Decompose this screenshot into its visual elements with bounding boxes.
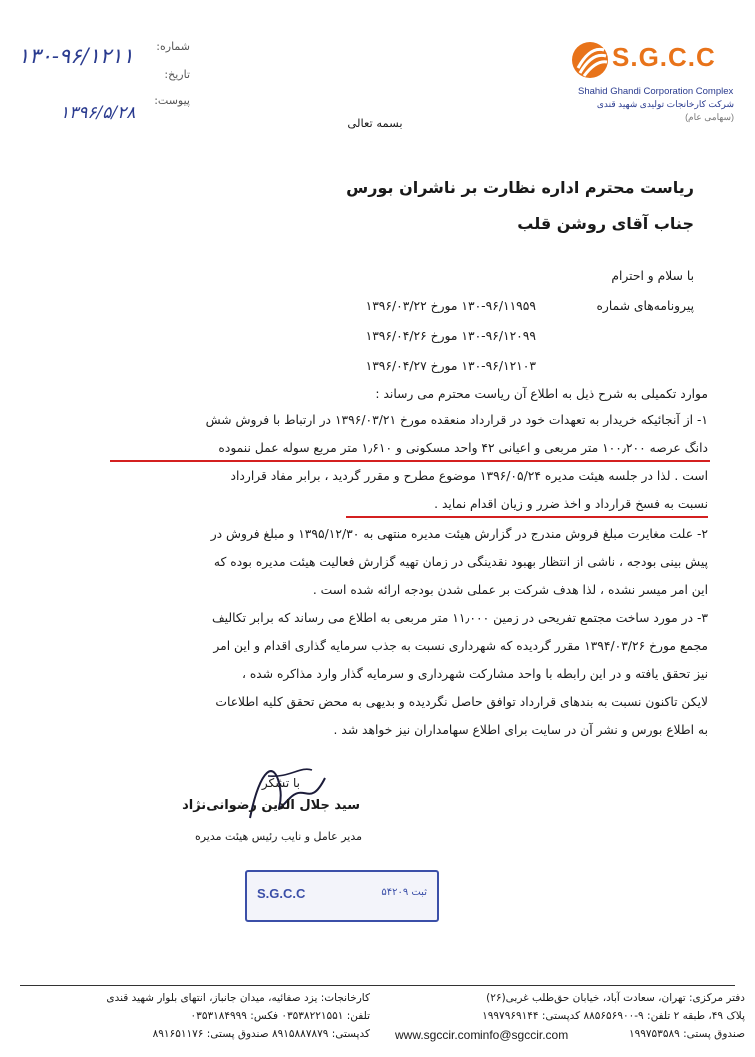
paragraph-1-line-4: نسبت به فسخ قرارداد و اخذ ضرر و زیان اقدام نماید .: [434, 497, 708, 511]
number-label: شماره:: [156, 40, 190, 53]
paragraph-1-line-3: است . لذا در جلسه هیئت مدیره ۱۳۹۶/۰۵/۲۴ موضوع مطرح و مقرر گردید ، برابر مفاد قرارداد: [230, 469, 708, 483]
underline-mark: [346, 516, 708, 518]
footer-email-link[interactable]: info@sgccir.com: [480, 1028, 569, 1042]
intro-line: موارد تکمیلی به شرح ذیل به اطلاع آن ریاست محترم می رساند :: [375, 387, 708, 401]
paragraph-2-line-3: این امر میسر نشده ، لذا هدف شرکت بر عملی شدن بودجه ارائه شده است .: [312, 583, 708, 597]
stamp-logo-text: S.G.C.C: [257, 886, 306, 901]
paragraph-2-line-1: ۲- علت مغایرت مبلغ فروش مندرج در گزارش هیئت مدیره منتهی به ۱۳۹۵/۱۲/۳۰ و مبلغ فروش در: [210, 527, 708, 541]
paragraph-3-line-5: به اطلاع بورس و نشر آن در سایت برای اطلاع سهامداران نیز خواهد شد .: [333, 723, 708, 737]
attachment-label: پیوست:: [154, 94, 190, 107]
paragraph-3-line-4: لایکن تاکنون نسبت به بندهای قرارداد توافق حاصل نگردیده و بدیهی به محض تحقق کلیه اطلاعات: [215, 695, 708, 709]
handwritten-number: ۱۳۰-۹۶/۱۲۱۱: [18, 44, 134, 68]
recipient-line-1: ریاست محترم اداره نظارت بر ناشران بورس: [346, 178, 694, 197]
logo-persian-name: شرکت کارخانجات تولیدی شهید قندی: [596, 99, 734, 109]
paragraph-1-line-1: ۱- از آنجائیکه خریدار به تعهدات خود در قرارداد منعقده مورخ ۱۳۹۶/۰۳/۲۱ در ارتباط با فروش شش: [205, 413, 708, 427]
handwritten-date: ۱۳۹۶/۵/۲۸: [60, 103, 136, 123]
footer-factory-phone: تلفن: ۰۳۵۳۸۲۲۱۵۵۱ فکس: ۰۳۵۳۱۸۴۹۹۹: [190, 1010, 370, 1022]
reference-2: ۱۳۰-۹۶/۱۲۰۹۹ مورخ ۱۳۹۶/۰۴/۲۶: [365, 329, 536, 343]
paragraph-1-line-2: دانگ عرصه ۱۰۰٫۲۰۰ متر مربعی و اعیانی ۴۲ واحد مسکونی و ۱٫۶۱۰ متر مربع سوله عمل ننموده: [218, 441, 708, 455]
paragraph-3-line-1: ۳- در مورد ساخت مجتمع تفریحی در زمین ۱۱٫۰۰۰ متر مربعی به اطلاع می رساند که برابر تکالیف: [211, 611, 708, 625]
reference-3: ۱۳۰-۹۶/۱۲۱۰۳ مورخ ۱۳۹۶/۰۴/۲۷: [365, 359, 536, 373]
reference-1: ۱۳۰-۹۶/۱۱۹۵۹ مورخ ۱۳۹۶/۰۳/۲۲: [365, 299, 536, 313]
footer-hq-contact: پلاک ۴۹، طبقه ۲ تلفن: ۹-۸۸۵۶۵۶۹۰۰ کدپستی: ۱۹۹۷۹۶۹۱۴۴: [482, 1010, 745, 1022]
footer-website-link[interactable]: www.sgccir.com: [395, 1028, 481, 1042]
handwritten-signature: [230, 748, 340, 838]
greeting: با سلام و احترام: [611, 269, 694, 283]
date-label: تاریخ:: [164, 68, 190, 81]
company-stamp: [245, 870, 439, 922]
footer-factory-address: کارخانجات: یزد صفائیه، میدان جانباز، انتهای بلوار شهید قندی: [106, 992, 370, 1004]
sgcc-logo-icon: [570, 40, 610, 80]
footer-factory-postal: کدپستی: ۸۹۱۵۸۸۷۸۷۹ صندوق پستی: ۸۹۱۶۵۱۱۷۶: [152, 1028, 370, 1040]
paragraph-3-line-3: نیز تحقق یافته و در این رابطه با واحد مشارکت شهرداری و سرمایه گذار وارد مذاکره شده ،: [241, 667, 708, 681]
paragraph-2-line-2: پیش بینی بودجه ، ناشی از انتظار بهبود نقدینگی در زمان تهیه گزارش فعالیت هیئت مدیره بوده که: [213, 555, 708, 569]
paragraph-3-line-2: مجمع مورخ ۱۳۹۴/۰۳/۲۶ مقرر گردیده که شهرداری نسبت به جذب سرمایه گذاری اقدام و این امر: [213, 639, 708, 653]
footer-divider: [20, 985, 735, 986]
basmala: بسمه تعالی: [347, 116, 403, 130]
footer-hq-address: دفتر مرکزی: تهران، سعادت آباد، خیابان حق‌طلب غربی(۲۶): [486, 992, 745, 1004]
reference-prefix: پیرونامه‌های شماره: [596, 299, 694, 313]
footer-hq-pobox: صندوق پستی: ۱۹۹۷۵۳۵۸۹: [628, 1028, 745, 1040]
stamp-registration: ثبت ۵۴۲۰۹: [381, 887, 427, 898]
logo-company-type: (سهامی عام): [685, 112, 734, 122]
signature-thanks: با تشکر: [261, 776, 300, 790]
logo-english-name: Shahid Ghandi Corporation Complex: [578, 86, 734, 97]
signatory-title: مدیر عامل و نایب رئیس هیئت مدیره: [194, 830, 362, 843]
signatory-name: سید جلال الدین رضوانی‌نژاد: [182, 798, 360, 813]
recipient-line-2: جناب آقای روشن قلب: [517, 214, 694, 233]
logo-wordmark: S.G.C.C: [612, 42, 716, 72]
